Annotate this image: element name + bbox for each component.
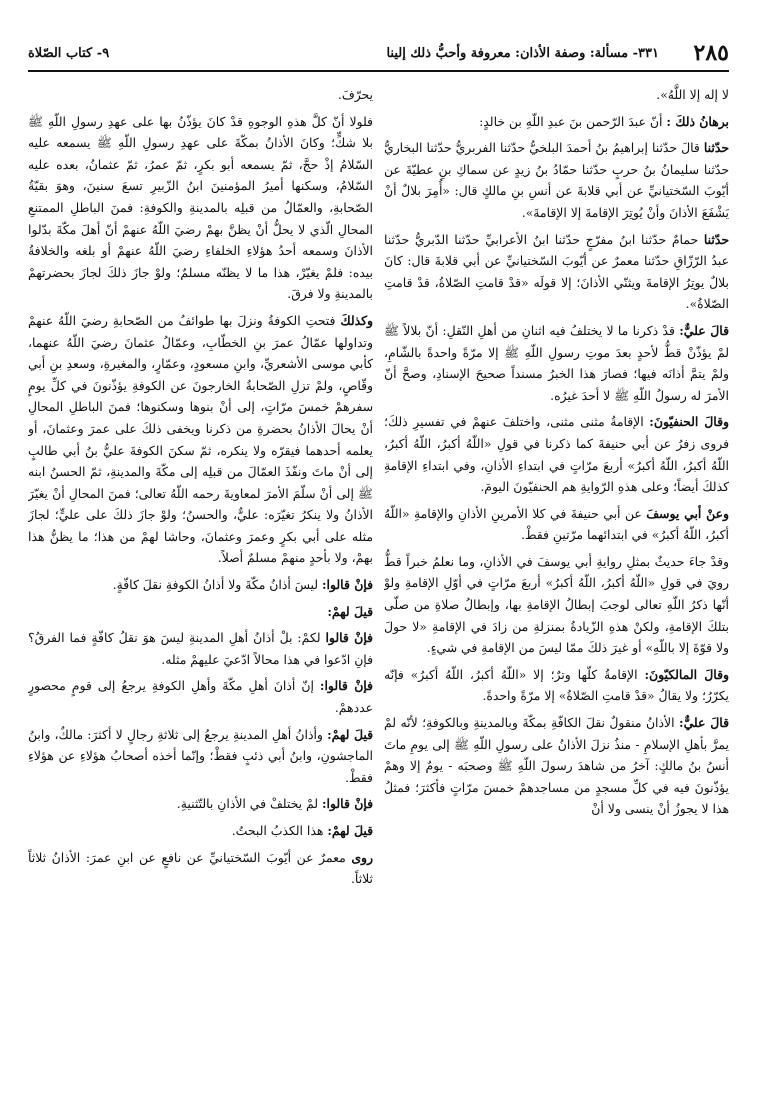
paragraph [384, 712, 729, 820]
paragraph-text: أنّ عبدَ الرّحمن بنَ عبدِ اللّهِ بن خالدٍ: [479, 113, 667, 129]
right-text-column [384, 84, 729, 1094]
paragraph-text: فتحتِ الكوفةُ ونزلَ بها طوائفُ من الصّحابةِ رضيَ اللّهُ عنهمْ وتداولها عمّالُ عمرَ بنِ الخطّابِ، وعمّالُ عثمانَ رضيَ اللّهُ عنهما، كأبي موسى الأشعريِّ، وابنِ مسعودٍ، وعمّارٍ، والمغيرةِ، وسعدِ بنِ أبي وقّاصٍ، ولمْ تزلِ الصّحابةُ الخارجونَ عن الكوفةِ يؤذّنونَ في كلِّ يومٍ سفرهمْ خمسَ مرّاتٍ، إلى أنْ بنوها وسكنوها؛ فمنَ الباطلِ المحالِ أنْ يحالَ الأذانُ بحضرةِ من ذكرنا ويخفى ذلكَ على عمرَ وعثمانَ، أو يعلمه أحدهما فيقرّه ولا ينكره، ثمّ سكنَ الكوفةَ عليُّ بنُ أبي طالبٍ إلى أنْ ماتَ ونفّذَ العمّالَ من قبلِه إلى مكّةَ والمدينةِ، ثمّ الحسنُ ابنه ﷺ إلى أنْ سلّمَ الأمرَ لمعاويةَ رحمه اللّهُ تعالى؛ فمنَ المحالِ أنْ يغيّرَ الأذانُ ولا ينكرُ تغيّرَه: عليٌّ، والحسنُ؛ ولوْ جازَ ذلكَ على عليٍّ؛ لجازَ مثله على أبي بكرٍ وعمرَ وعثمانَ، وحاشا لهمْ من هذا؛ ما يظنُّ هذا بهمْ، ولا بأحدٍ منهمْ مسلمٌ أصلاً. [28, 312, 373, 566]
paragraph [384, 503, 729, 546]
page-header [28, 40, 729, 72]
paragraph-text: وقدْ جاءَ حديثٌ بمثلِ روايةِ أبي يوسفَ في الأذانِ، وما نعلمُ خبراً قطُّ رويَ في قولِ «اللّهُ أكبرُ، اللّهُ أكبرُ» أربعَ مرّاتٍ في أوّلِ الإقامةِ ولوْ أنّها ذكرُ اللّهِ تعالى لوجبَ إبطالُ الإقامةِ بها، وإبطالُ صلاةِ من صلّى بتلكَ الإقامةِ، ولكنْ هذهِ الزّيادةُ بمنزلةِ من زادَ في الإقامةِ «لا حولَ ولا قوّةَ إلا باللّهِ» أو غيرَ ذلكَ ممّا ليسَ من الإقامةِ في شيءٍ. [384, 553, 729, 656]
paragraph-text: الإقامةُ مثنى مثنى، واختلفَ عنهمْ في تفسيرِ ذلكَ؛ فروى زفرُ عن أبي حنيفةَ كما ذكرنا في قولِ «اللّهُ أكبرُ، اللّهُ أكبرُ، اللّهُ أكبرُ، اللّهُ أكبرُ» أربعَ مرّاتٍ في ابتداءِ الأذانِ، وفي ابتداءِ الإقامةِ كذلكَ أيضاً؛ وعلى هذهِ الرّوايةِ هم الحنفيّونَ اليومَ. [384, 414, 729, 495]
paragraph [28, 601, 373, 623]
paragraph [384, 664, 729, 707]
paragraph [384, 84, 729, 106]
paragraph-text: وأذانُ أهلِ المدينةِ يرجعُ إلى ثلاثةِ رجالٍ لا أكثرَ: مالكٌ، وابنُ الماجشونِ، وابنُ أبي ذئبٍ فقطْ؛ وإنّما أخذه أصحابُ هؤلاءِ عن هؤلاءِ فقطْ. [28, 726, 373, 785]
paragraph [28, 724, 373, 789]
paragraph [384, 137, 729, 223]
paragraph-lead: حدّثنا [703, 140, 729, 156]
paragraph [28, 84, 373, 106]
paragraph-lead: وكذلكَ [340, 312, 373, 328]
paragraph [384, 551, 729, 659]
paragraph [28, 793, 373, 815]
paragraph [28, 847, 373, 890]
paragraph [28, 574, 373, 596]
paragraph-lead: روى [351, 849, 373, 865]
paragraph [384, 229, 729, 315]
paragraph-lead: قالَ عليٌّ: [679, 715, 729, 731]
paragraph-text: قالَ حدّثنا إبراهيمُ بنُ أحمدَ البلخيُّ حدّثنا الفربريُّ حدّثنا البخاريُّ حدّثنا سليمانُ بنُ حربٍ حدّثنا حمّادُ بنُ زيدٍ عن سماكِ بنِ عطيّةَ عن أيّوبَ السّختيانيِّ عن أبي قلابةَ عن أنسِ بنِ مالكٍ قال: «أُمِرَ بلالٌ أنْ يَشْفَعَ الأذانَ وأنْ يُوتِرَ الإقامةَ إلا الإقامةَ». [384, 140, 729, 220]
paragraph-text: حمامٌ حدّثنا ابنُ مفرّجٍ حدّثنا ابنُ الأعرابيِّ حدّثنا الدّبريُّ حدّثنا عبدُ الرّزّاقِ حدّثنا معمرٌ عن أيّوبَ السّختيانيِّ عن أبي قلابةَ قال: كانَ بلالٌ يوتِرُ الإقامةَ ويثنّي الأذانَ؛ إلا قولَه «قدْ قامتِ الصّلاةُ، قدْ قامتِ الصّلاةُ». [384, 231, 729, 312]
paragraph-text: ليسَ أذانُ مكّةَ ولا أذانُ الكوفةِ نقلَ كافّةٍ. [112, 577, 322, 593]
running-title: ٣٣١- مسألة: وصفة الأذان: معروفة وأحبُّ ذلك إلينا [386, 46, 659, 61]
paragraph-text: لكمْ: بلْ أذانُ أهلِ المدينةِ ليسَ هوَ نقلُ كافّةٍ فما الفرقُ؟ فإنِ ادّعوا في هذا محالاً ادّعيَ عليهمْ مثله. [28, 630, 373, 667]
paragraph [384, 320, 729, 406]
paragraph-lead: قيلَ لهمْ: [327, 603, 373, 619]
book-title: ٩- كتاب الصّلاة [28, 46, 110, 61]
paragraph [28, 310, 373, 569]
paragraph-text: الأذانُ منقولٌ نقلَ الكافّةِ بمكّةَ وبالمدينةِ وبالكوفةِ؛ لأنّه لمْ يمرَّ بأهلِ الإسلامِ - منذُ نزلَ الأذانُ على رسولِ اللّهِ ﷺ إلى يومِ ماتَ أنسُ بنُ مالكٍ: آخرُ من شاهدَ رسولَ اللّهِ ﷺ وصحبَه - يومٌ إلا وهمْ يؤذّنونَ فيه في كلِّ مسجدٍ من مساجدهمْ خمسَ مرّاتٍ فأكثرَ؛ فمثلُ هذا لا يجوزُ أنْ ينسى ولا أنْ [384, 715, 729, 817]
paragraph-lead: حدّثنا [703, 231, 729, 247]
paragraph-lead: قيلَ لهمْ: [327, 823, 373, 838]
paragraph-text: إنّ أذانَ أهلِ مكّةَ وأهلِ الكوفةِ يرجعُ إلى قومٍ محصورٍ عددهمْ. [28, 678, 373, 716]
paragraph-text: معمرٌ عن أيّوبَ السّختيانيِّ عن نافعٍ عن ابنِ عمرَ: الأذانُ ثلاثاً ثلاثاً. [28, 849, 373, 887]
paragraph [28, 111, 373, 305]
paragraph-lead: فإنْ قالوا: [321, 577, 373, 593]
paragraph-lead: وقالَ المالكيّونَ: [644, 666, 729, 682]
paragraph [384, 411, 729, 497]
paragraph-lead: فإنْ قالوا: [319, 678, 373, 694]
paragraph-text: فلولا أنّ كلَّ هذهِ الوجوهِ قدْ كانَ يؤذّنُ بها على عهدِ رسولِ اللّهِ ﷺ بلا شكٍّ؛ وكانَ الأذانُ بمكّةَ على عهدِ رسولِ اللّهِ ﷺ يسمعه عليه السّلامُ إذْ حجَّ، ثمّ يسمعه أبو بكرٍ، ثمّ عمرُ، ثمّ عثمانُ، بعده عليه السّلامُ، وسكنها أميرُ المؤمنينَ ابنُ الزّبيرِ تسعَ سنينَ، وهوَ بقيّةُ الصّحابةِ، والعمّالُ من قبلِه بالمدينةِ والكوفةِ: فمنَ الباطلِ الممتنعِ المحالِ الّذي لا يحلُّ أنْ يظنَّ بهمْ رضيَ اللّهُ عنهمْ أنّ أهلَ مكّةَ بدّلوا الأذانَ وسمعه أحدُ هؤلاءِ الخلفاءِ رضيَ اللّهُ عنهمْ أو بلغه والخلافةُ بيده: فلمْ يغيّرْ، هذا ما لا يظنّه مسلمٌ؛ ولوْ جازَ ذلكَ لجازَ بحضرتهمْ بالمدينةِ ولا فرقَ. [28, 113, 373, 302]
paragraph-text: لا إله إلا اللَّهُ». [656, 87, 729, 102]
paragraph-text: الإقامةُ كلّها وترٌ؛ إلا «اللّهُ أكبرُ، اللّهُ أكبرُ» فإنّه يكرّرُ؛ ولا يقالُ «قدْ قامتِ الصّلاةُ» إلا مرّةً واحدةً. [384, 666, 729, 704]
left-text-column [28, 84, 373, 1094]
paragraph-lead: قيلَ لهمْ: [327, 726, 373, 742]
paragraph-lead: قالَ عليٌّ: [679, 322, 729, 338]
paragraph [28, 820, 373, 842]
paragraph-lead: وعنْ أبي يوسفَ [646, 505, 729, 521]
paragraph-text: هذا الكذبُ البحتُ. [231, 823, 328, 838]
paragraph [28, 675, 373, 718]
paragraph [384, 111, 729, 133]
paragraph-lead: فإنْ قالوا [325, 630, 373, 646]
paragraph-lead: وقالَ الحنفيّونَ: [649, 414, 729, 430]
paragraph-text: قدْ ذكرنا ما لا يختلفُ فيه اثنانِ من أهلِ النّقلِ: أنّ بلالاً ﷺ لمْ يؤذّنْ قطُّ لأحدٍ بعدَ موتِ رسولِ اللّهِ ﷺ إلا مرّةً واحدةً بالشّامِ، ولمْ يتمَّ أذانَه فيها؛ فصارَ هذا الخبرُ مسنداً صحيحَ الإسنادِ، وصحَّ أنّ الأمرَ له رسولُ اللّهِ ﷺ لا أحدَ غيرُه. [384, 322, 729, 403]
paragraph-lead: فإنْ قالوا: [321, 796, 373, 812]
paragraph [28, 627, 373, 670]
paragraph-text: لمْ يختلفْ في الأذانِ بالتّثنيةِ. [176, 796, 322, 812]
paragraph-lead: برهانُ ذلكَ : [666, 113, 729, 129]
paragraph-text: يحرّفَ. [337, 87, 373, 102]
paragraph-text: عن أبي حنيفةَ في كلا الأمرينِ الأذانِ والإقامةِ «اللّهُ أكبرُ، اللّهُ أكبرُ» في ابتدائهما مرّتينِ فقطْ. [384, 505, 729, 543]
page-number: ٢٨٥ [693, 40, 729, 66]
